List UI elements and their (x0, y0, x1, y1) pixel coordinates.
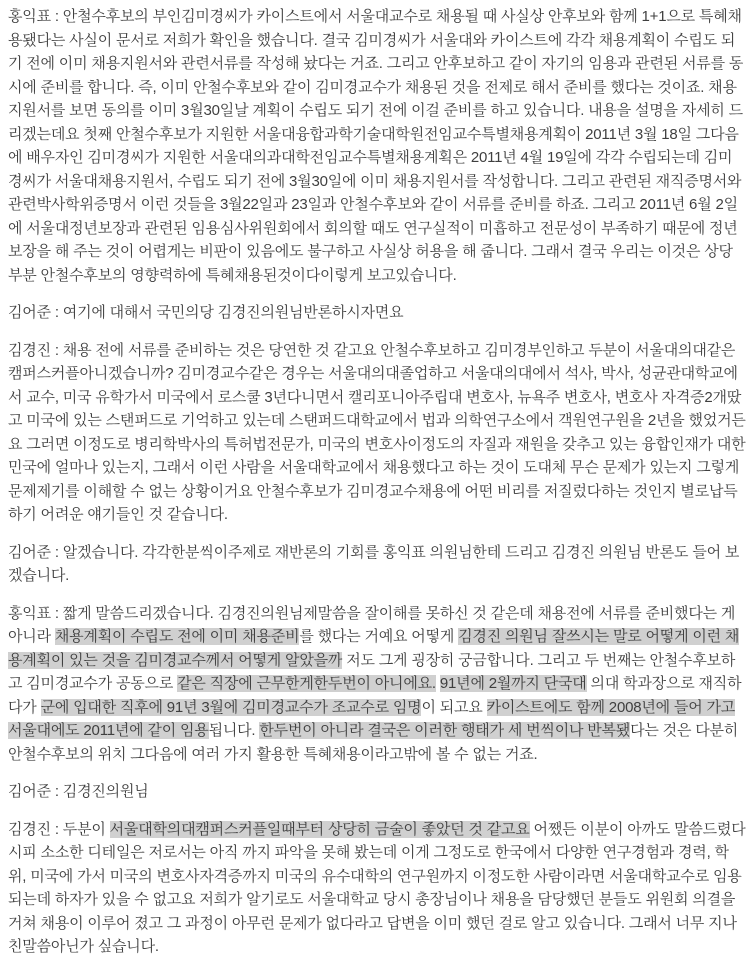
speech-text: 이 되고요 (421, 698, 487, 716)
transcript-paragraph (8, 602, 746, 767)
highlighted-text: 군에 입대한 직후에 91년 3월에 김미경교수가 조교수로 임명 (40, 698, 422, 716)
highlighted-text: 같은 직장에 근무한게한두번이 아니에요. (177, 675, 436, 692)
speaker-name: 김경진 : (8, 341, 63, 359)
speech-text: 됩니다. (208, 722, 260, 739)
transcript-paragraph (8, 818, 746, 959)
highlighted-text: 한두번이 아니라 결국은 이러한 행태가 세 번씩이나 반복됐 (259, 722, 631, 739)
speech-text: 김경진의원님 (62, 783, 149, 800)
highlighted-text: 91년에 2월까지 단국대 (439, 675, 587, 692)
speaker-name: 김경진 : (8, 820, 63, 838)
speech-text: 채용 전에 서류를 준비하는 것은 당연한 것 같고요 안철수후보하고 김미경부인하고 두분이 서울대의대같은 캠퍼스커플아니겠습니까? 김미경교수같은 경우는 서울대의대졸업하고 서울대의대에서 석사, 박사, 성균관대학교에서 교수, 미국 유학가서 미국에서 로스쿨 3년다니면서 캘리포니아주립대 변호사, 뉴욕주 변호사, 변호사 자격증2개땄고 미국에 있는 스탠퍼드로 기억하고 있는데 스탠퍼드대학교에서 법과 의학연구소에서 객원연구원을 2년을 했었거든요 그러면 이정도로 병리학박사의 특허법전문가, 미국의 변호사이정도의 자질과 재원을 갖추고 있는 융합인재가 대한민국에 얼마나 있는지, 그래서 이런 사람을 서울대학교에서 채용했다고 하는 것이 도대체 무슨 문제가 있는지 그렇게 문제제기를 이해할 수 없는 상황이거요 안철수후보가 김미경교수채용에 어떤 비리를 저질렀다하는 것인지 별로납득하기 어려운 얘기들인 것 같습니다. (8, 341, 746, 523)
speech-text: 여기에 대해서 국민의당 김경진의원님반론하시자면요 (62, 304, 404, 321)
transcript-paragraph (8, 5, 746, 287)
speech-text: 의대 학과장으로 재직하다가 (8, 675, 742, 716)
highlighted-text: 채용계획이 수립도 전에 이미 채용준비 (54, 628, 300, 645)
transcript-paragraph (8, 541, 746, 588)
speaker-name: 김어준 : (8, 543, 63, 561)
speaker-name: 홍익표 : (8, 604, 63, 622)
speech-text: 알겠습니다. 각각한분씩이주제로 재반론의 기회를 홍익표 의원님한테 드리고 김경진 의원님 반론도 들어 보겠습니다. (8, 543, 740, 584)
speaker-name: 김어준 : (8, 783, 63, 800)
transcript-paragraph (8, 339, 746, 527)
highlighted-text: 서울대학의대캠퍼스커플일때부터 상당히 금술이 좋았던 것 같고요 (109, 820, 530, 838)
speech-text: 를 했다는 거예요 어떻게 (299, 628, 459, 645)
speech-text: 다는 것은 다분히 안철수후보의 위치 그다음에 여러 가지 활용한 특혜채용이라고밖에 볼 수 없는 거죠. (8, 722, 739, 763)
speaker-name: 김어준 : (8, 304, 63, 321)
speech-text: 어쨌든 이분이 아까도 말씀드렸다시피 소소한 디테일은 저로서는 아직 까지 파악을 못해 봤는데 이게 그정도로 한국에서 다양한 연구경험과 경력, 학위, 미국에 가서 미국의 변호사자격증까지 미국의 유수대학의 연구원까지 이정도한 사람이라면 서울대학교수로 임용되는데 하자가 있을 수 없고요 저희가 알기로도 서울대학교 당시 총장님이나 채용을 담당했던 분들도 위원회 의결을 거쳐 채용이 이루어 졌고 그 과정이 아무런 문제가 없다라고 답변을 이미 했던 걸로 알고 있습니다. 그래서 너무 지나 친말씀아닌가 싶습니다. (8, 820, 746, 955)
speech-text: 안철수후보의 부인김미경씨가 카이스트에서 서울대교수로 채용될 때 사실상 안후보와 함께 1+1으로 특혜채용됐다는 사실이 문서로 저희가 확인을 했습니다. 결국 김미경씨가 서울대와 카이스트에 각각 채용계획이 수립도 되기 전에 이미 채용지원서와 관련서류를 작성해 놨다는 거죠. 그리고 안후보하고 같이 자기의 임용과 관련된 서류를 동시에 준비를 합니다. 즉, 이미 안철수후보와 같이 김미경교수가 채용된 것을 전제로 해서 준비를 했다는 것이죠. 채용지원서를 보면 동의를 이미 3월30일날 계획이 수립도 되기 전에 이걸 준비를 하고 있습니다. 내용을 설명을 자세히 드리겠는데요 첫째 안철수후보가 지원한 서울대융합과학기술대학원전임교수특별채용계획이 2011년 3월 18일 그다음에 배우자인 김미경씨가 지원한 서울대의과대학전임교수특별채용계획은 2011년 4월 19일에 각각 수립되는데 김미경씨가 서울대채용지원서, 수립도 되기 전에 3월30일에 이미 채용지원서를 작성합니다. 그리고 관련된 재직증명서와 관련박사학위증명서 이런 것들을 3월22일과 23일과 안철수후보와 같이 서류를 준비를 하죠. 그리고 2011년 6월 2일에 서울대정년보장과 관련된 임용심사위원회에서 회의할 때도 연구실적이 미흡하고 전문성이 부족하기 때문에 정년보장을 해 주는 것이 어렵게는 비판이 있음에도 불구하고 사실상 허용을 해 줍니다. 그래서 결국 우리는 이것은 상당부분 안철수후보의 영향력하에 특혜채용된것이다이렇게 보고있습니다. (8, 8, 744, 284)
transcript-paragraph (8, 301, 746, 325)
transcript-body (8, 5, 746, 959)
speaker-name: 홍익표 : (8, 8, 63, 25)
speech-text: 짧게 말씀드리겠습니다. 김경진의원님제말씀을 잘이해를 못하신 것 같은데 채용전에 서류를 준비했다는 게아니라 (8, 604, 736, 645)
highlighted-text: 카이스트에도 함께 2008년에 들어 가고 서울대에도 2011년에 같이 임용 (8, 698, 736, 739)
speech-text: 저도 그게 굉장히 궁금합니다. 그리고 두 번째는 안철수후보하고 김미경교수가 공동으로 (8, 651, 736, 692)
transcript-paragraph (8, 780, 746, 804)
highlighted-text: 김경진 의원님 잘쓰시는 말로 어떻게 이런 채용계획이 있는 것을 김미경교수께서 어떻게 알았을까 (8, 628, 740, 669)
speech-text: 두분이 (62, 820, 110, 838)
